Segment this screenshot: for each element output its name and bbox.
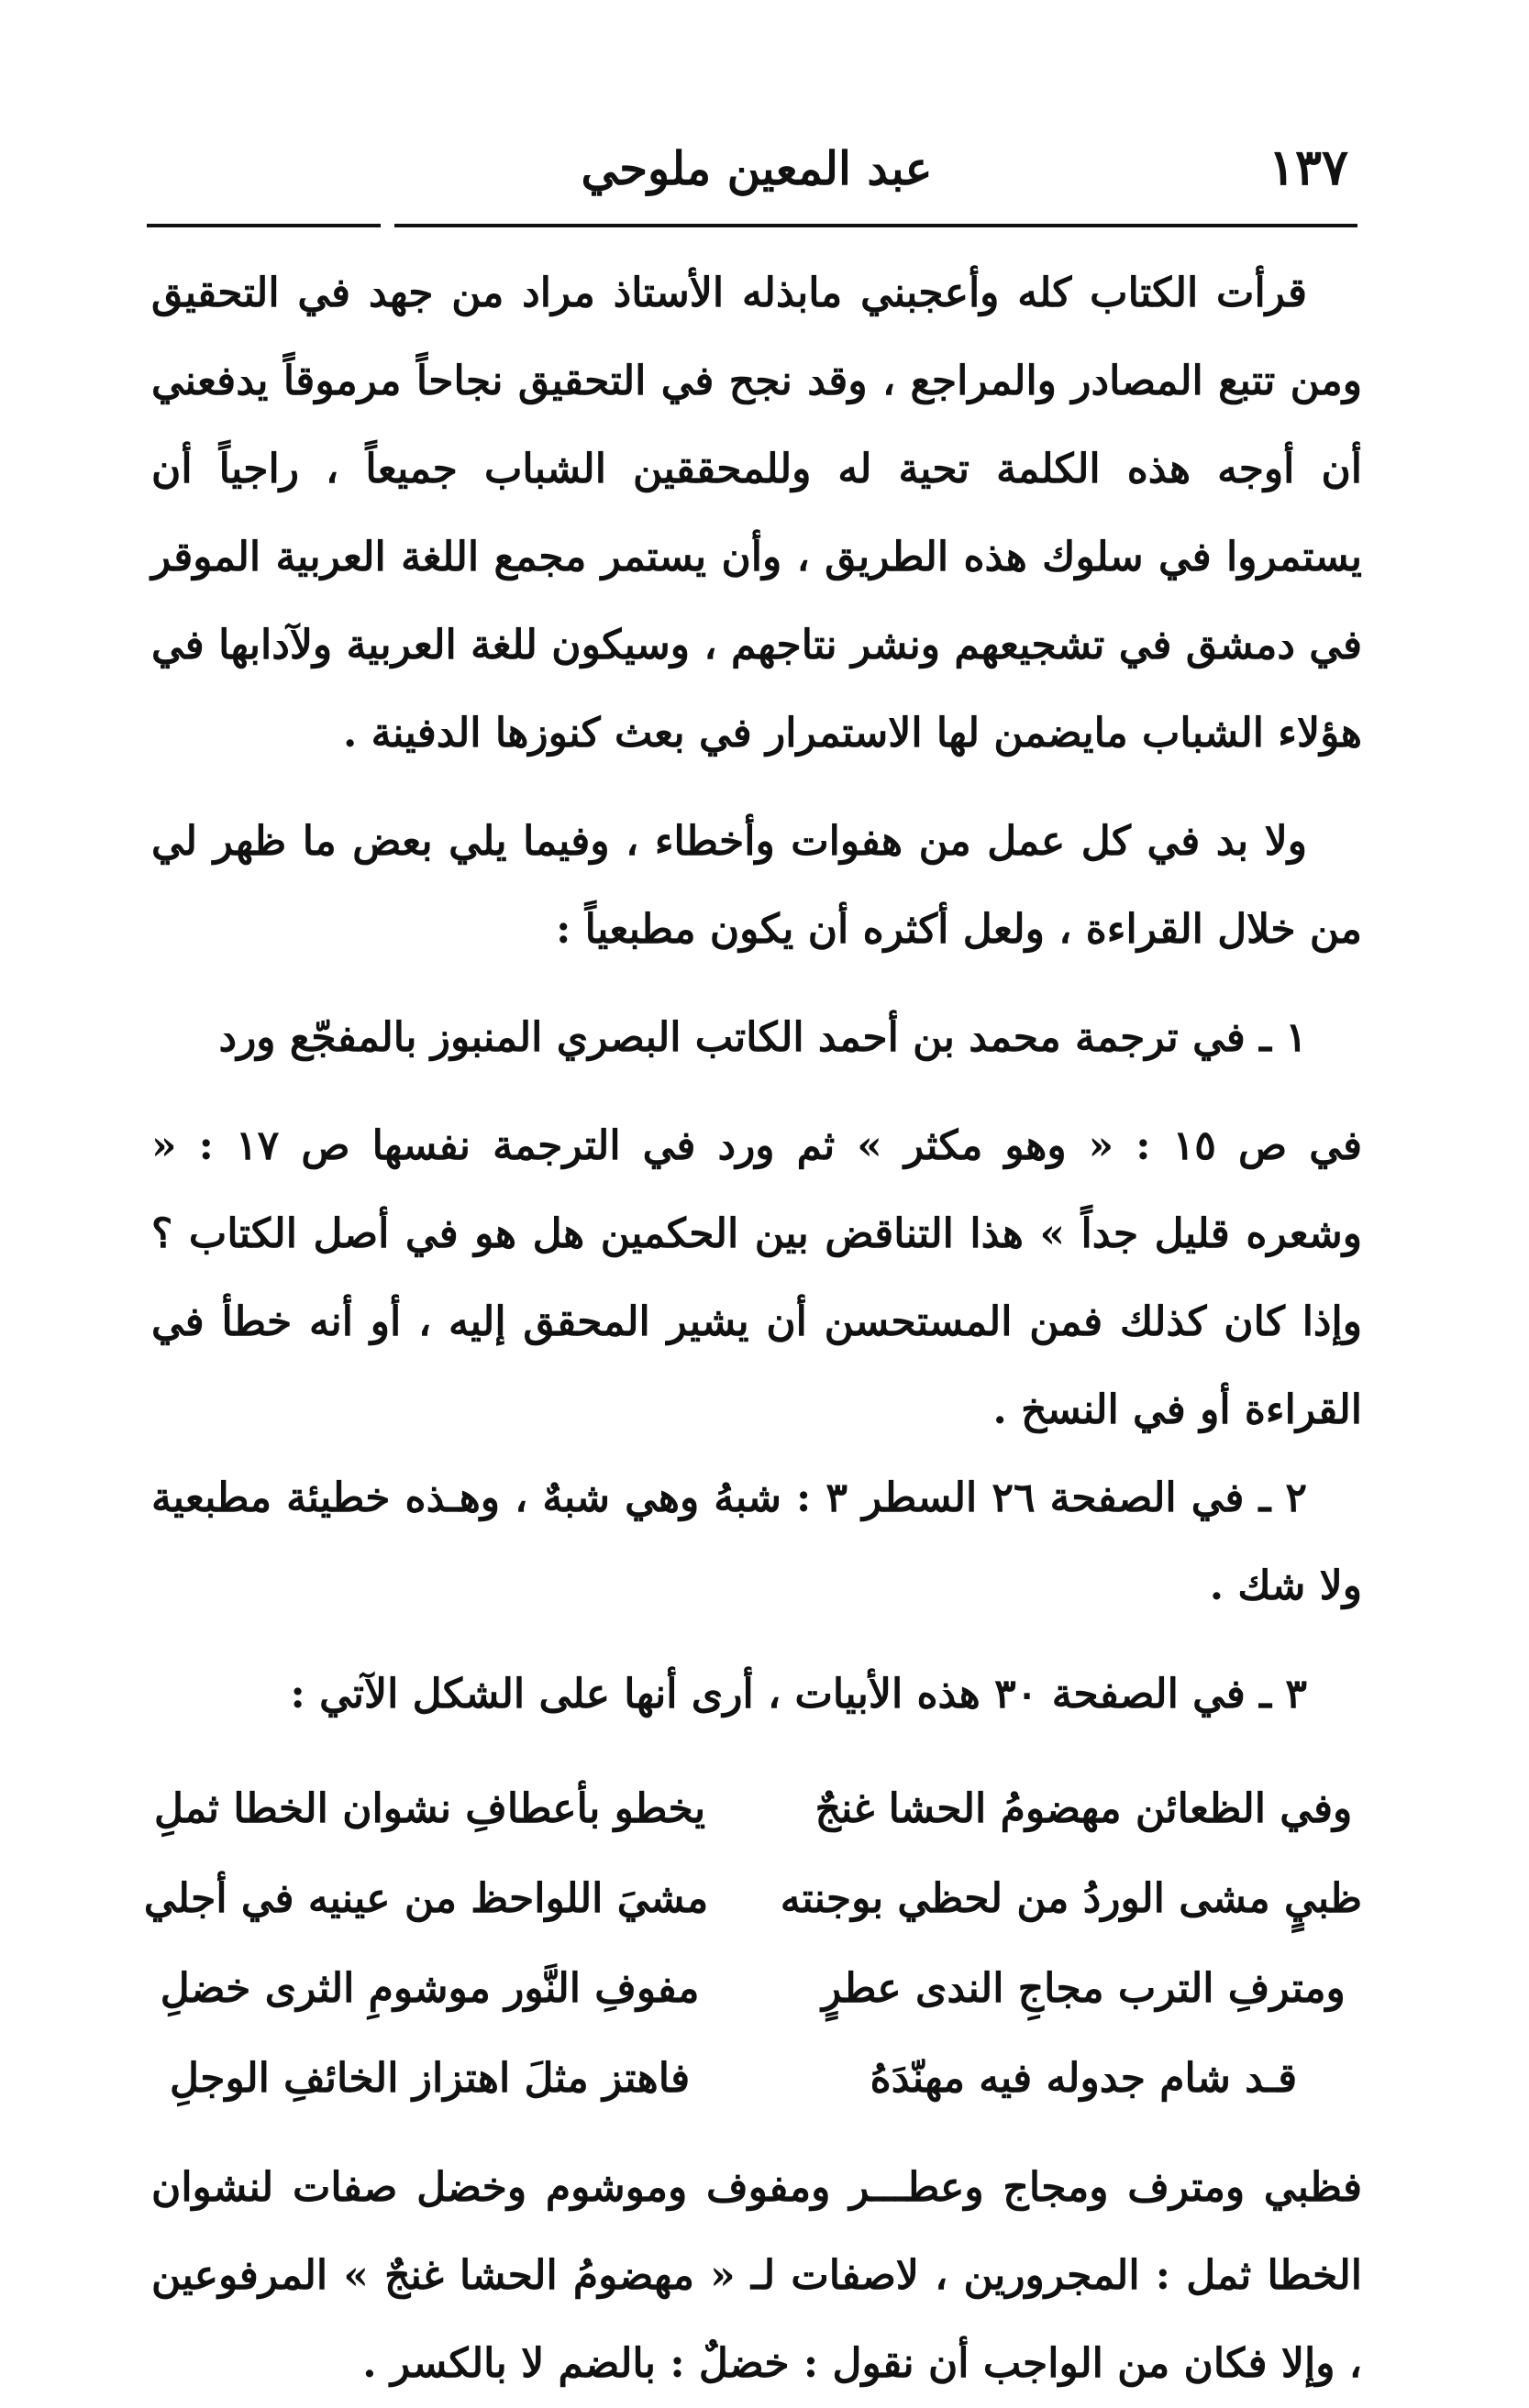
paragraph-item-3: ٣ ـ في الصفحة ٣٠ هذه الأبيات ، أرى أنها على الشكل الآتي : <box>290 1671 1307 1718</box>
paragraph-conclusion: فظبي ومترف ومجاج وعطـــر ومفوف وموشوم وخضل صفات لنشوان الخطا ثمل : المجرورين ، لاصفات لـ « مهضومُ الحشا غنجٌ » المرفوعين ، وإلا فكان من الواجب أن نقول : خضلٌ : بالضم لا بالكسر . <box>151 2164 1362 2387</box>
verse-line <box>151 1944 1362 2034</box>
paragraph-praise: قرأت الكتاب كله وأعجبني مابذله الأستاذ مراد من جهد في التحقيق ومن تتبع المصادر والمراجع ، وقد نجح في التحقيق نجاحاً مرموقاً يدفعني أن أوجه هذه الكلمة تحية له وللمحققين الشباب جميعاً ، راجياً أن يستمروا في سلوك هذه الطريق ، وأن يستمر مجمع اللغة العربية الموقر في دمشق في تشجيعهم ونشر نتاجهم ، وسيكون للغة العربية ولآدابها في هؤلاء الشباب مايضمن لها الاستمرار في بعث كنوزها الدفينة . <box>151 270 1362 757</box>
page-number: ١٣٧ <box>1268 138 1348 196</box>
header-rule-left <box>147 224 381 227</box>
verse-line <box>151 2034 1362 2124</box>
paragraph-errors-intro: ولا بد في كل عمل من هفوات وأخطاء ، وفيما يلي بعض ما ظهر لي من خلال القراءة ، ولعل أكثره أن يكون مطبعياً : <box>151 818 1362 953</box>
paragraph-item-1-heading: ١ ـ في ترجمة محمد بن أحمد الكاتب البصري المنبوز بالمفجّع ورد <box>218 1014 1307 1061</box>
verse-first-hemistich: قـد شام جدوله فيه مهنّدَهُ <box>870 2055 1298 2102</box>
verse-line <box>143 1854 1362 1944</box>
page-header <box>147 138 1367 211</box>
verse-first-hemistich: ظبيٍ مشى الوردُ من لحظي بوجنته <box>780 1875 1362 1922</box>
paragraph-item-1-body: في ص ١٥ : « وهو مكثر » ثم ورد في الترجمة نفسها ص ١٧ : « وشعره قليل جداً » هذا التناقض بين الحكمين هل هو في أصل الكتاب ؟ وإذا كان كذلك فمن المستحسن أن يشير المحقق إليه ، أو أنه خطأ في القراءة أو في النسخ . <box>151 1122 1362 1433</box>
running-title: عبد المعين ملوحي <box>581 141 933 195</box>
verse-first-hemistich: ومترفِ الترب مجاجِ الندى عطرٍ <box>822 1965 1346 2012</box>
verse-second-hemistich: مشيَ اللواحظ من عينيه في أجلي <box>143 1875 709 1922</box>
header-rule-right <box>394 224 1357 227</box>
verse-line <box>151 1764 1362 1854</box>
verse-second-hemistich: مفوفِ النَّور موشومِ الثرى خضلِ <box>160 1965 700 2012</box>
verse-second-hemistich: فاهتز مثلَ اهتزاز الخائفِ الوجلِ <box>169 2055 691 2102</box>
verse-first-hemistich: وفي الظعائن مهضومُ الحشا غنجٌ <box>814 1785 1353 1832</box>
verse-second-hemistich: يخطو بأعطافِ نشوان الخطا ثملِ <box>154 1785 706 1832</box>
paragraph-item-2: ٢ ـ في الصفحة ٢٦ السطر ٣ : شبهُ وهي شبهٌ ، وهـذه خطيئة مطبعية ولا شك . <box>151 1475 1362 1609</box>
poem-verses <box>143 1764 1362 2124</box>
body-text <box>143 249 1362 2408</box>
